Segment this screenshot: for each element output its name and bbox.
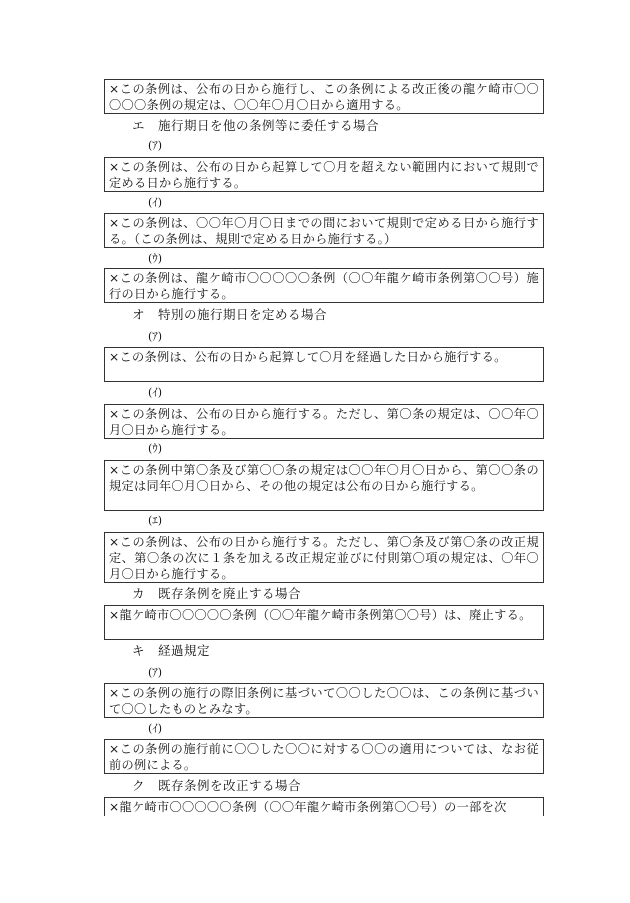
item-marker: (ｱ) — [148, 666, 163, 679]
provision-box: ×この条例は、公布の日から起算して〇月を経過した日から施行する。 — [104, 347, 544, 382]
section-heading: オ 特別の施行期日を定める場合 — [132, 307, 328, 322]
provision-box: ×龍ケ崎市〇〇〇〇〇条例（〇〇年龍ケ崎市条例第〇〇号）の一部を次 — [104, 797, 544, 816]
item-marker: (ｳ) — [148, 252, 163, 265]
provision-box: ×この条例は、龍ケ崎市〇〇〇〇〇条例（〇〇年龍ケ崎市条例第〇〇号）施行の日から施行する。 — [104, 268, 544, 303]
provision-box: ×この条例は、公布の日から施行する。ただし、第〇条及び第〇条の改正規定、第〇条の次に１条を加える改正規定並びに付則第〇項の規定は、〇年〇月〇日から施行する。 — [104, 532, 544, 583]
provision-box: ×この条例の施行前に〇〇した〇〇に対する〇〇の適用については、なお従前の例による。 — [104, 739, 544, 774]
item-marker: (ｴ) — [148, 514, 163, 527]
section-heading: カ 既存条例を廃止する場合 — [132, 586, 302, 601]
item-marker: (ｲ) — [148, 196, 163, 209]
provision-box: ×この条例は、公布の日から施行する。ただし、第〇条の規定は、〇〇年〇月〇日から施行する。 — [104, 404, 544, 439]
item-marker: (ｳ) — [148, 442, 163, 455]
provision-box: ×この条例は、公布の日から施行し、この条例による改正後の龍ケ崎市〇〇〇〇〇条例の規定は、〇〇年〇月〇日から適用する。 — [104, 79, 544, 114]
provision-box: ×この条例の施行の際旧条例に基づいて〇〇した〇〇は、この条例に基づいて〇〇したものとみなす。 — [104, 683, 544, 718]
provision-box: ×この条例中第〇条及び第〇〇条の規定は〇〇年〇月〇日から、第〇〇条の規定は同年〇月〇日から、その他の規定は公布の日から施行する。 — [104, 460, 544, 511]
section-heading: キ 経過規定 — [132, 643, 211, 658]
item-marker: (ｲ) — [148, 386, 163, 399]
section-heading: エ 施行期日を他の条例等に委任する場合 — [132, 118, 380, 133]
provision-box: ×この条例は、〇〇年〇月〇日までの間において規則で定める日から施行する。（この条例は、規則で定める日から施行する。） — [104, 213, 544, 248]
provision-box: ×この条例は、公布の日から起算して〇月を超えない範囲内において規則で定める日から施行する。 — [104, 157, 544, 192]
item-marker: (ｲ) — [148, 722, 163, 735]
item-marker: (ｱ) — [148, 139, 163, 152]
section-heading: ク 既存条例を改正する場合 — [132, 778, 302, 793]
provision-box: ×龍ケ崎市〇〇〇〇〇条例（〇〇年龍ケ崎市条例第〇〇号）は、廃止する。 — [104, 605, 544, 640]
item-marker: (ｱ) — [148, 330, 163, 343]
